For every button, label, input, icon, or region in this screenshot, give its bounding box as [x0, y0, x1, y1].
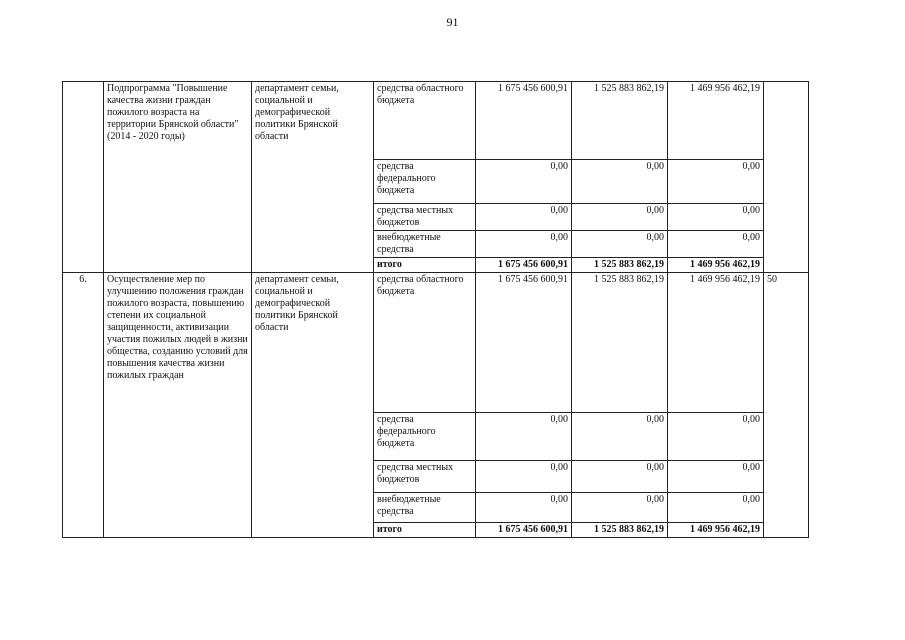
value-cell: 1 525 883 862,19: [572, 82, 668, 160]
value-cell: 0,00: [668, 461, 764, 493]
funding-source-total: итого: [374, 258, 476, 273]
empty-cell: [252, 258, 374, 273]
value-cell: 0,00: [668, 413, 764, 461]
value-cell: 1 469 956 462,19: [668, 273, 764, 413]
value-cell: 0,00: [476, 493, 572, 523]
value-cell: 0,00: [668, 204, 764, 231]
value-cell: 0,00: [476, 204, 572, 231]
value-cell: 1 675 456 600,91: [476, 82, 572, 160]
total-cell: 1 675 456 600,91: [476, 523, 572, 538]
funding-source: средства областного бюджета: [374, 82, 476, 160]
value-cell: 0,00: [668, 160, 764, 204]
funding-source: внебюджетные средства: [374, 231, 476, 258]
total-cell: 1 525 883 862,19: [572, 523, 668, 538]
value-cell: 1 469 956 462,19: [668, 82, 764, 160]
empty-cell: [104, 258, 252, 273]
funding-source-total: итого: [374, 523, 476, 538]
total-cell: 1 469 956 462,19: [668, 258, 764, 273]
funding-source: средства областного бюджета: [374, 273, 476, 413]
program-name: Подпрограмма "Повышение качества жизни граждан пожилого возраста на территории Брянской области" (2014 - 2020 годы): [104, 82, 252, 258]
value-cell: 0,00: [572, 160, 668, 204]
page-number: 91: [446, 15, 459, 29]
value-cell: 0,00: [572, 413, 668, 461]
table-row: [63, 523, 809, 538]
value-cell: 0,00: [476, 231, 572, 258]
value-cell: 1 525 883 862,19: [572, 273, 668, 413]
funding-source: средства федерального бюджета: [374, 160, 476, 204]
extra-cell: [764, 82, 809, 273]
value-cell: 0,00: [476, 413, 572, 461]
value-cell: 0,00: [476, 160, 572, 204]
total-cell: 1 469 956 462,19: [668, 523, 764, 538]
value-cell: 0,00: [572, 461, 668, 493]
total-cell: 1 675 456 600,91: [476, 258, 572, 273]
department: департамент семьи, социальной и демографической политики Брянской области: [252, 273, 374, 523]
value-cell: 0,00: [668, 231, 764, 258]
value-cell: 0,00: [572, 493, 668, 523]
empty-cell: [252, 523, 374, 538]
funding-source: внебюджетные средства: [374, 493, 476, 523]
value-cell: 0,00: [668, 493, 764, 523]
value-cell: 1 675 456 600,91: [476, 273, 572, 413]
funding-source: средства местных бюджетов: [374, 204, 476, 231]
empty-cell: [104, 523, 252, 538]
program-name: Осуществление мер по улучшению положения граждан пожилого возраста, повышению степени их социальной защищенности, активизации участия пожилых людей в жизни общества, созданию условий для повышения качества жизни пожилых граждан: [104, 273, 252, 523]
value-cell: 0,00: [476, 461, 572, 493]
table-row: [63, 273, 809, 413]
funding-source: средства местных бюджетов: [374, 461, 476, 493]
budget-table: [62, 81, 809, 538]
funding-source: средства федерального бюджета: [374, 413, 476, 461]
table-row: [63, 82, 809, 160]
row-number: 6.: [63, 273, 104, 538]
department: департамент семьи, социальной и демографической политики Брянской области: [252, 82, 374, 258]
value-cell: 0,00: [572, 231, 668, 258]
total-cell: 1 525 883 862,19: [572, 258, 668, 273]
row-number: [63, 82, 104, 273]
table-row: [63, 258, 809, 273]
extra-cell: 50: [764, 273, 809, 538]
value-cell: 0,00: [572, 204, 668, 231]
